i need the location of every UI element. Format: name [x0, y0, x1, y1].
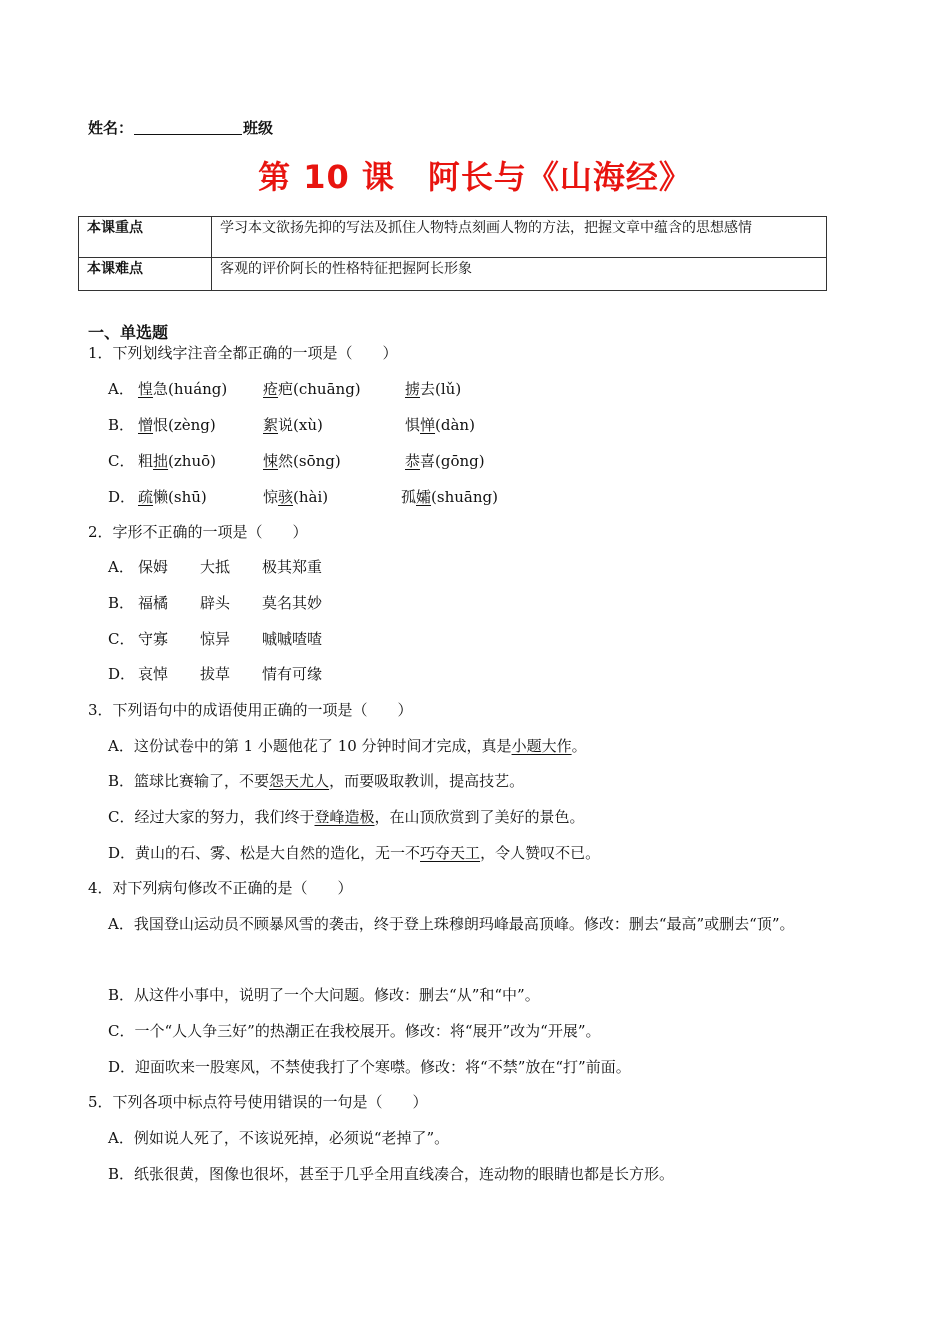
q1-option-a[interactable]: A． 惶急(huáng) 疮疤(chuāng) 掳去(lǔ) [108, 380, 462, 398]
table-row [79, 217, 827, 258]
option-item: 疮疤(chuāng) [263, 380, 361, 398]
option-item: 疏懒(shū) [138, 488, 207, 506]
name-label: 姓名： [88, 119, 134, 137]
option-item: 憎恨(zèng) [138, 416, 216, 434]
question-1-stem: 1．下列划线字注音全都正确的一项是（ ） [88, 344, 398, 362]
question-4-stem: 4．对下列病句修改不正确的是（ ） [88, 879, 353, 897]
q4-option-d[interactable]: D．迎面吹来一股寒风，不禁使我打了个寒噤。修改：将“不禁”放在“打”前面。 [108, 1058, 631, 1076]
q3-option-d[interactable]: D．黄山的石、雾、松是大自然的造化，无一不巧夺天工，令人赞叹不已。 [108, 844, 601, 862]
q2-option-c[interactable]: C． 守寡 惊异 嘁嘁喳喳 [108, 630, 323, 648]
question-5-stem: 5．下列各项中标点符号使用错误的一句是（ ） [88, 1093, 428, 1111]
q2-option-a[interactable]: A． 保姆 大抵 极其郑重 [108, 558, 323, 576]
option-item: 孤孀(shuāng) [401, 488, 498, 506]
q2-option-d[interactable]: D． 哀悼 拔草 情有可缘 [108, 665, 323, 683]
q1-option-b[interactable]: B． 憎恨(zèng) 絮说(xù) 惧惮(dàn) [108, 416, 475, 434]
table-text-cell: 客观的评价阿长的性格特征把握阿长形象 [212, 258, 827, 291]
option-item: 恭喜(gōng) [405, 452, 485, 470]
table-text-cell: 学习本文欲扬先抑的写法及抓住人物特点刻画人物的方法，把握文章中蕴含的思想感情 [212, 217, 827, 258]
q2-option-b[interactable]: B． 福橘 辟头 莫名其妙 [108, 594, 323, 612]
q3-option-b[interactable]: B．篮球比赛输了，不要怨天尤人，而要吸取教训，提高技艺。 [108, 772, 525, 790]
name-blank[interactable] [134, 120, 242, 135]
option-item: 掳去(lǔ) [405, 380, 462, 398]
question-3-stem: 3．下列语句中的成语使用正确的一项是（ ） [88, 701, 413, 719]
section-title: 一、单选题 [88, 323, 169, 342]
q4-option-a[interactable]: A．我国登山运动员不顾暴风雪的袭击，终于登上珠穆朗玛峰最高顶峰。修改：删去“最高”或删去“顶”。 [108, 915, 795, 933]
name-class-line [88, 117, 273, 138]
table-head-cell: 本课难点 [79, 258, 212, 291]
question-2-stem: 2．字形不正确的一项是（ ） [88, 523, 308, 541]
q4-option-b[interactable]: B．从这件小事中，说明了一个大问题。修改：删去“从”和“中”。 [108, 986, 540, 1004]
key-points-table [78, 216, 827, 291]
option-item: 悚然(sōng) [263, 452, 341, 470]
q3-option-c[interactable]: C．经过大家的努力，我们终于登峰造极，在山顶欣赏到了美好的景色。 [108, 808, 585, 826]
table-head-cell: 本课重点 [79, 217, 212, 258]
q5-option-b[interactable]: B．纸张很黄，图像也很坏，甚至于几乎全用直线凑合，连动物的眼睛也都是长方形。 [108, 1165, 675, 1183]
q3-option-a[interactable]: A．这份试卷中的第 1 小题他花了 10 分钟时间才完成，真是小题大作。 [108, 737, 587, 755]
table-row [79, 258, 827, 291]
option-item: 絮说(xù) [263, 416, 323, 434]
option-item: 惶急(huáng) [138, 380, 228, 398]
option-item: 惧惮(dàn) [405, 416, 475, 434]
option-item: 粗拙(zhuō) [138, 452, 216, 470]
option-item: 惊骇(hài) [263, 488, 329, 506]
page-title: 第 10 课 阿长与《山海经》 [258, 158, 692, 196]
q1-option-c[interactable]: C． 粗拙(zhuō) 悚然(sōng) 恭喜(gōng) [108, 452, 485, 470]
q4-option-c[interactable]: C．一个“人人争三好”的热潮正在我校展开。修改：将“展开”改为“开展”。 [108, 1022, 601, 1040]
class-label: 班级 [243, 119, 274, 137]
q5-option-a[interactable]: A．例如说人死了，不该说死掉，必须说“老掉了”。 [108, 1129, 450, 1147]
q1-option-d[interactable]: D． 疏懒(shū) 惊骇(hài) 孤孀(shuāng) [108, 488, 498, 506]
